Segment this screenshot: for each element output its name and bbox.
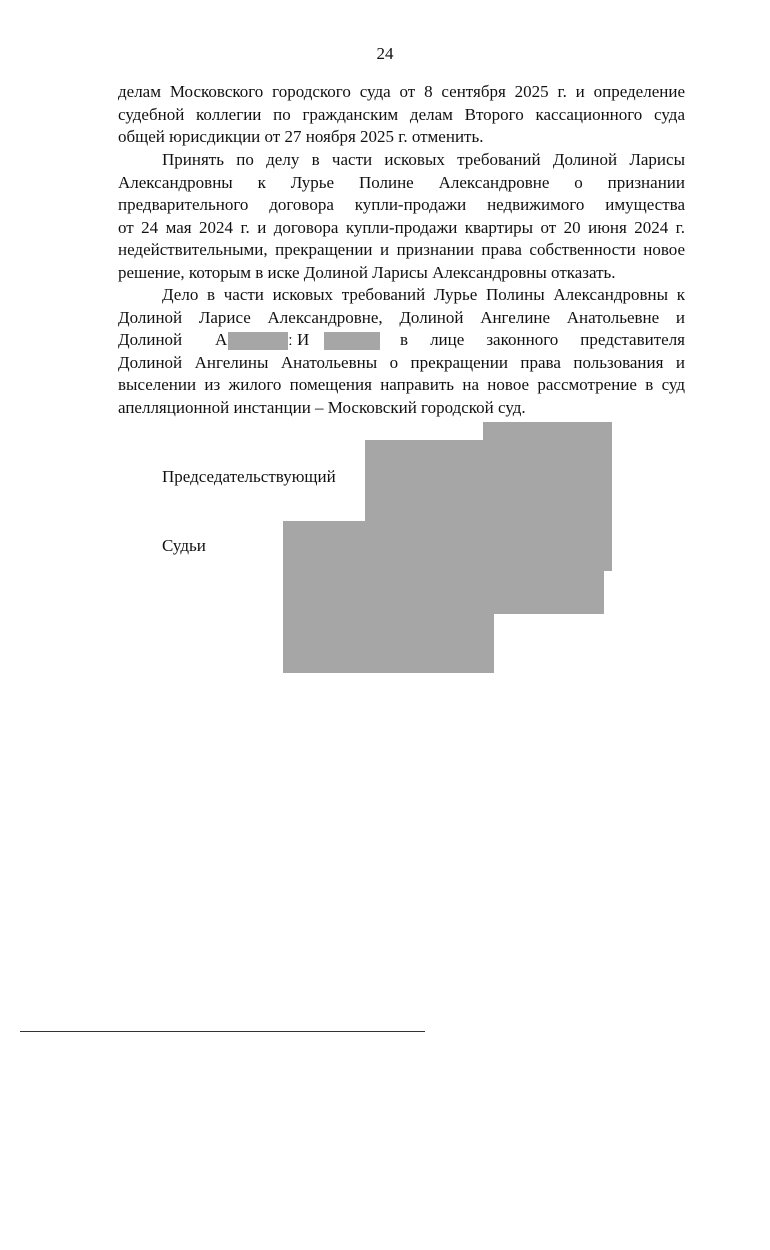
paragraph-decision-continuation <box>118 81 685 149</box>
text-line: апелляционной инстанции – Московский городской суд. <box>118 397 526 417</box>
text-line: выселении из жилого помещения направить на новое рассмотрение в суд <box>118 375 685 394</box>
presiding-judge-label: Председательствующий <box>162 467 336 486</box>
text-line: судебной коллегии по гражданским делам Второго кассационного суда <box>118 104 685 124</box>
signature-redaction <box>283 521 494 673</box>
paragraph-remand <box>118 284 685 419</box>
text-line: предварительного договора купли-продажи недвижимого имущества <box>118 195 685 214</box>
text-line: от 24 мая 2024 г. и договора купли-продажи квартиры от 20 июня 2024 г. <box>118 217 685 237</box>
text-fragment: ː И <box>288 330 310 349</box>
text-line: делам Московского городского суда от 8 сентября 2025 г. и определение <box>118 82 685 101</box>
text-fragment: А <box>215 330 228 349</box>
text-line: Долиной Ларисе Александровне, Долиной Ангелине Анатольевне и <box>118 307 685 327</box>
judges-label: Судьи <box>162 536 206 555</box>
page-number: 24 <box>376 44 394 63</box>
text-fragment: в лице законного представителя <box>400 330 685 349</box>
signature-redaction <box>470 521 604 571</box>
signature-redaction <box>476 568 604 614</box>
text-line: недействительными, прекращении и признании права собственности новое <box>118 240 685 259</box>
text-line: Долиной Ангелины Анатольевны о прекращении права пользования и <box>118 352 685 372</box>
text-line: Дело в части исковых требований Лурье Полины Александровны к <box>162 285 685 304</box>
signature-redaction <box>365 440 500 522</box>
paragraph-new-decision <box>118 149 685 284</box>
redaction-block <box>228 332 288 350</box>
text-line-redacted <box>118 329 685 352</box>
footnote-separator <box>20 1031 425 1032</box>
text-line: общей юрисдикции от 27 ноября 2025 г. отменить. <box>118 127 484 146</box>
text-line: Принять по делу в части исковых требований Долиной Ларисы <box>162 150 685 169</box>
text-fragment: Долиной <box>118 330 183 349</box>
redaction-block <box>324 332 380 350</box>
text-line: решение, которым в иске Долиной Ларисы Александровны отказать. <box>118 262 616 282</box>
text-line: Александровны к Лурье Полине Александровне о признании <box>118 172 685 192</box>
